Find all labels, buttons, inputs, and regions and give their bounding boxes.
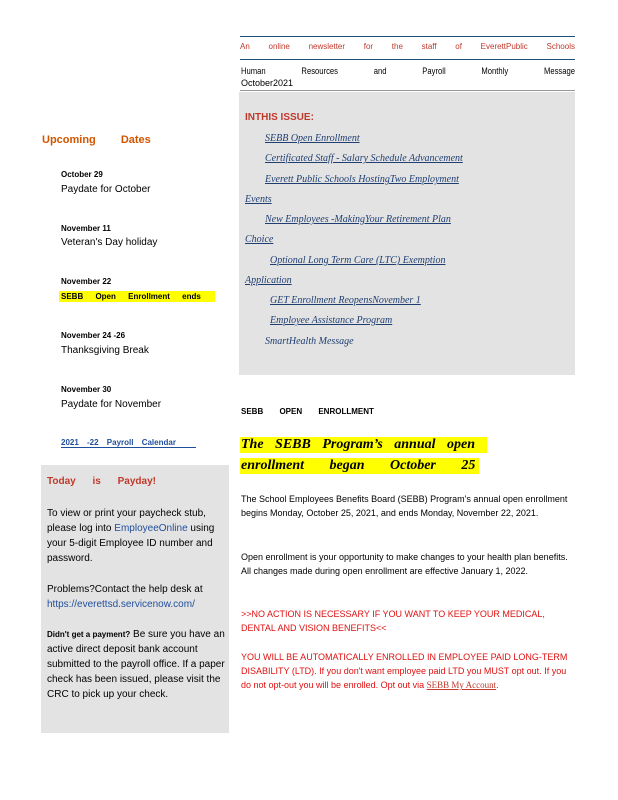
event-description-highlighted: SEBB Open Enrollment ends [59, 291, 215, 302]
tagline-word: EverettPublic [480, 42, 528, 51]
in-this-issue-title: INTHIS ISSUE: [245, 112, 314, 123]
toc-link-smarthealth[interactable]: SmartHealth Message [265, 336, 354, 347]
payday-title: Today is Payday! [47, 476, 156, 487]
toc-link-employee-assistance[interactable]: Employee Assistance Program [270, 315, 393, 326]
payday-paragraph-2 [47, 582, 227, 612]
payday-paragraph-3 [47, 627, 227, 702]
tagline-word: the [391, 42, 403, 51]
header-bottom-rule [240, 90, 575, 91]
toc-link-salary-schedule[interactable]: Certificated Staff - Salary Schedule Advancement [265, 153, 463, 164]
event-description: Veteran's Day holiday [61, 237, 158, 248]
article-paragraph-3: >>NO ACTION IS NECESSARY IF YOU WANT TO KEEP YOUR MEDICAL, DENTAL AND VISION BENEFITS<< [241, 609, 545, 633]
article-text: . [496, 680, 499, 690]
payday-text: using your 5-digit Employee ID number and password. [47, 523, 215, 564]
payroll-calendar-link[interactable]: 2021 -22 Payroll Calendar [61, 438, 196, 448]
title-word: Payroll [422, 66, 446, 76]
title-word: Monthly [481, 66, 509, 76]
header-top-rule [240, 36, 575, 37]
event-description: Thanksgiving Break [61, 345, 149, 356]
payday-text: Problems?Contact the help desk at [47, 584, 203, 595]
title-word: Resources [301, 66, 338, 76]
issue-date: October2021 [241, 78, 294, 88]
toc-link-employment-events[interactable]: Everett Public Schools HostingTwo Employment [265, 174, 459, 185]
header-mid-rule [240, 59, 575, 60]
newsletter-title [241, 66, 575, 76]
event-description: Paydate for November [61, 399, 162, 410]
newsletter-tagline [240, 42, 575, 51]
payday-text: Be sure you have an active direct deposit bank account submitted to the payroll office. If a paper check has been issued, please visit the CRC to pick up your check. [47, 629, 225, 700]
section-heading: SEBB OPEN ENROLLMENT [241, 407, 374, 416]
upcoming-dates-title: Upcoming Dates [42, 134, 151, 146]
article-paragraph-2: Open enrollment is your opportunity to make changes to your health plan benefits. All changes made during open enrollment are effective January 1, 2022. [241, 552, 568, 576]
tagline-word: Schools [546, 42, 575, 51]
help-desk-link[interactable]: https://everettsd.servicenow.com/ [47, 599, 195, 610]
article-headline-line1: The SEBB Program’s annual open [240, 437, 487, 453]
event-date: October 29 [61, 170, 103, 179]
tagline-word: staff [421, 42, 437, 51]
title-word: Human [241, 66, 266, 76]
article-paragraph-1: The School Employees Benefits Board (SEBB) Program's annual open enrollment begins Monday, October 25, 2021, and ends Monday, November 22, 2021. [241, 494, 568, 518]
toc-link-ltc-exemption-cont[interactable]: Application [245, 275, 292, 286]
event-date: November 30 [61, 385, 112, 394]
toc-link-retirement-plan[interactable]: New Employees -MakingYour Retirement Plan [265, 214, 451, 225]
tagline-word: of [455, 42, 462, 51]
event-date: November 11 [61, 224, 111, 233]
payday-text: To view or print your paycheck stub, please log into [47, 508, 206, 534]
tagline-word: newsletter [308, 42, 346, 51]
sebb-my-account-link[interactable]: SEBB My Account [426, 680, 497, 690]
toc-link-ltc-exemption[interactable]: Optional Long Term Care (LTC) Exemption [270, 255, 446, 266]
toc-link-sebb-open-enrollment[interactable]: SEBB Open Enrollment [265, 133, 360, 144]
payday-question: Didn't get a payment? [47, 630, 131, 639]
article-headline-line2: enrollment began October 25 [240, 458, 479, 474]
toc-link-retirement-plan-cont[interactable]: Choice [245, 234, 274, 245]
tagline-word: for [363, 42, 374, 51]
employee-online-link[interactable]: EmployeeOnline [114, 523, 188, 534]
article-paragraph-4 [241, 650, 576, 692]
title-word: and [373, 66, 387, 76]
payday-paragraph-1 [47, 506, 227, 566]
toc-link-get-enrollment[interactable]: GET Enrollment ReopensNovember 1 [270, 295, 421, 306]
toc-link-employment-events-cont[interactable]: Events [245, 194, 272, 205]
tagline-word: An [240, 42, 250, 51]
event-date: November 24 -26 [61, 331, 126, 340]
tagline-word: online [268, 42, 290, 51]
article-text: YOU WILL BE AUTOMATICALLY ENROLLED IN EMPLOYEE PAID LONG-TERM DISABILITY (LTD). If you don't want employee paid LTD you MUST opt out. If you do not opt-out you will be enrolled. Opt out via [241, 652, 568, 690]
event-description: Paydate for October [61, 184, 151, 195]
event-date: November 22 [61, 277, 112, 286]
title-word: Message [543, 66, 576, 76]
